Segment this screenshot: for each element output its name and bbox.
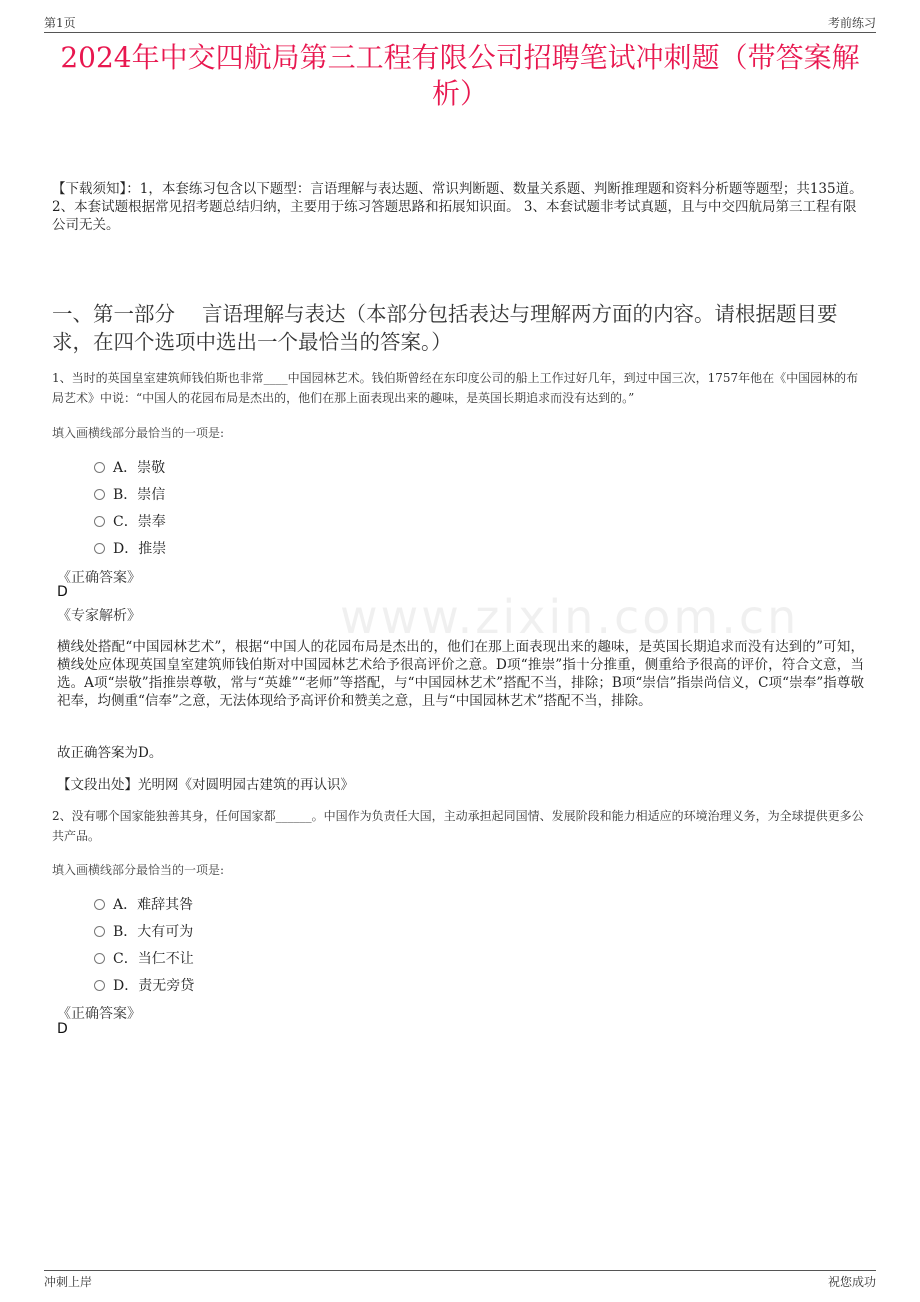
q1-option-d[interactable] <box>94 538 166 558</box>
radio-icon[interactable] <box>94 953 105 964</box>
question-1-prompt: 填入画横线部分最恰当的一项是: <box>52 426 225 440</box>
q2-option-d[interactable] <box>94 975 194 995</box>
page-number: 第1页 <box>44 16 76 30</box>
question-1-text: 1、当时的英国皇室建筑师钱伯斯也非常____中国园林艺术。钱伯斯曾经在东印度公司的船上工作过好几年，到过中国三次，1757年他在《中国园林的布局艺术》中说：“中国人的花园布局是杰出的，他们在那上面表现出来的趣味，是英国长期追求而没有达到的。” <box>52 371 859 405</box>
q2-option-a[interactable] <box>94 894 193 914</box>
q1-option-c[interactable] <box>94 511 166 531</box>
option-label: B．大有可为 <box>113 924 194 940</box>
radio-icon[interactable] <box>94 926 105 937</box>
q1-analysis: 横线处搭配“中国园林艺术”，根据“中国人的花园布局是杰出的，他们在那上面表现出来的趣味，是英国长期追求而没有达到的”可知，横线处应体现英国皇室建筑师钱伯斯对中国园林艺术给予很高评价之意。D项“推崇”指十分推重，侧重给予很高的评价，符合文意，当选。A项“崇敬”指推崇尊敬，常与“英雄”“老师”等搭配，与“中国园林艺术”搭配不当，排除；B项“崇信”指崇尚信义，C项“崇奉”指尊敬祀奉，均侧重“信奉”之意，无法体现给予高评价和赞美之意，且与“中国园林艺术”搭配不当，排除。 <box>57 639 864 709</box>
option-label: C．崇奉 <box>113 514 166 530</box>
q1-answer: D <box>57 584 68 600</box>
section-heading: 一、第一部分 言语理解与表达（本部分包括表达与理解两方面的内容。请根据题目要求，在四个选项中选出一个最恰当的答案。） <box>52 302 838 354</box>
option-label: B．崇信 <box>113 487 166 503</box>
q2-option-c[interactable] <box>94 948 194 968</box>
radio-icon[interactable] <box>94 899 105 910</box>
question-2-prompt: 填入画横线部分最恰当的一项是: <box>52 863 225 877</box>
q1-option-b[interactable] <box>94 484 165 504</box>
watermark: www.zixin.com.cn <box>340 590 800 644</box>
download-notice: 【下载须知】：1，本套练习包含以下题型：言语理解与表达题、常识判断题、数量关系题、判断推理题和资料分析题等题型；共135道。 2、本套试题根据常见招考题总结归纳，主要用于练习答题思路和拓展知识面。 3、本套试题非考试真题，且与中交四航局第三工程有限公司无关。 <box>52 181 863 233</box>
option-label: A．崇敬 <box>113 460 166 476</box>
option-label: D．推崇 <box>113 541 167 557</box>
option-label: A．难辞其咎 <box>113 897 194 913</box>
footer-left-text: 冲刺上岸 <box>44 1275 93 1289</box>
header-right-text: 考前练习 <box>827 16 876 30</box>
radio-icon[interactable] <box>94 489 105 500</box>
q2-answer-label: 《正确答案》 <box>57 1006 141 1022</box>
page-header <box>44 14 876 33</box>
radio-icon[interactable] <box>94 543 105 554</box>
radio-icon[interactable] <box>94 516 105 527</box>
option-label: D．责无旁贷 <box>113 978 195 994</box>
page-footer <box>44 1270 876 1291</box>
q1-analysis-label: 《专家解析》 <box>57 608 141 624</box>
q1-source: 【文段出处】光明网《对圆明园古建筑的再认识》 <box>57 777 354 793</box>
option-label: C．当仁不让 <box>113 951 194 967</box>
q2-option-b[interactable] <box>94 921 193 941</box>
q1-conclusion: 故正确答案为D。 <box>57 745 163 761</box>
q1-answer-label: 《正确答案》 <box>57 570 141 586</box>
document-title: 2024年中交四航局第三工程有限公司招聘笔试冲刺题（带答案解析） <box>60 41 860 110</box>
radio-icon[interactable] <box>94 462 105 473</box>
question-2-text: 2、没有哪个国家能独善其身，任何国家都______。中国作为负责任大国，主动承担起同国情、发展阶段和能力相适应的环境治理义务，为全球提供更多公共产品。 <box>52 809 864 843</box>
footer-right-text: 祝您成功 <box>827 1275 876 1289</box>
q2-answer: D <box>57 1021 68 1037</box>
radio-icon[interactable] <box>94 980 105 991</box>
q1-option-a[interactable] <box>94 457 165 477</box>
